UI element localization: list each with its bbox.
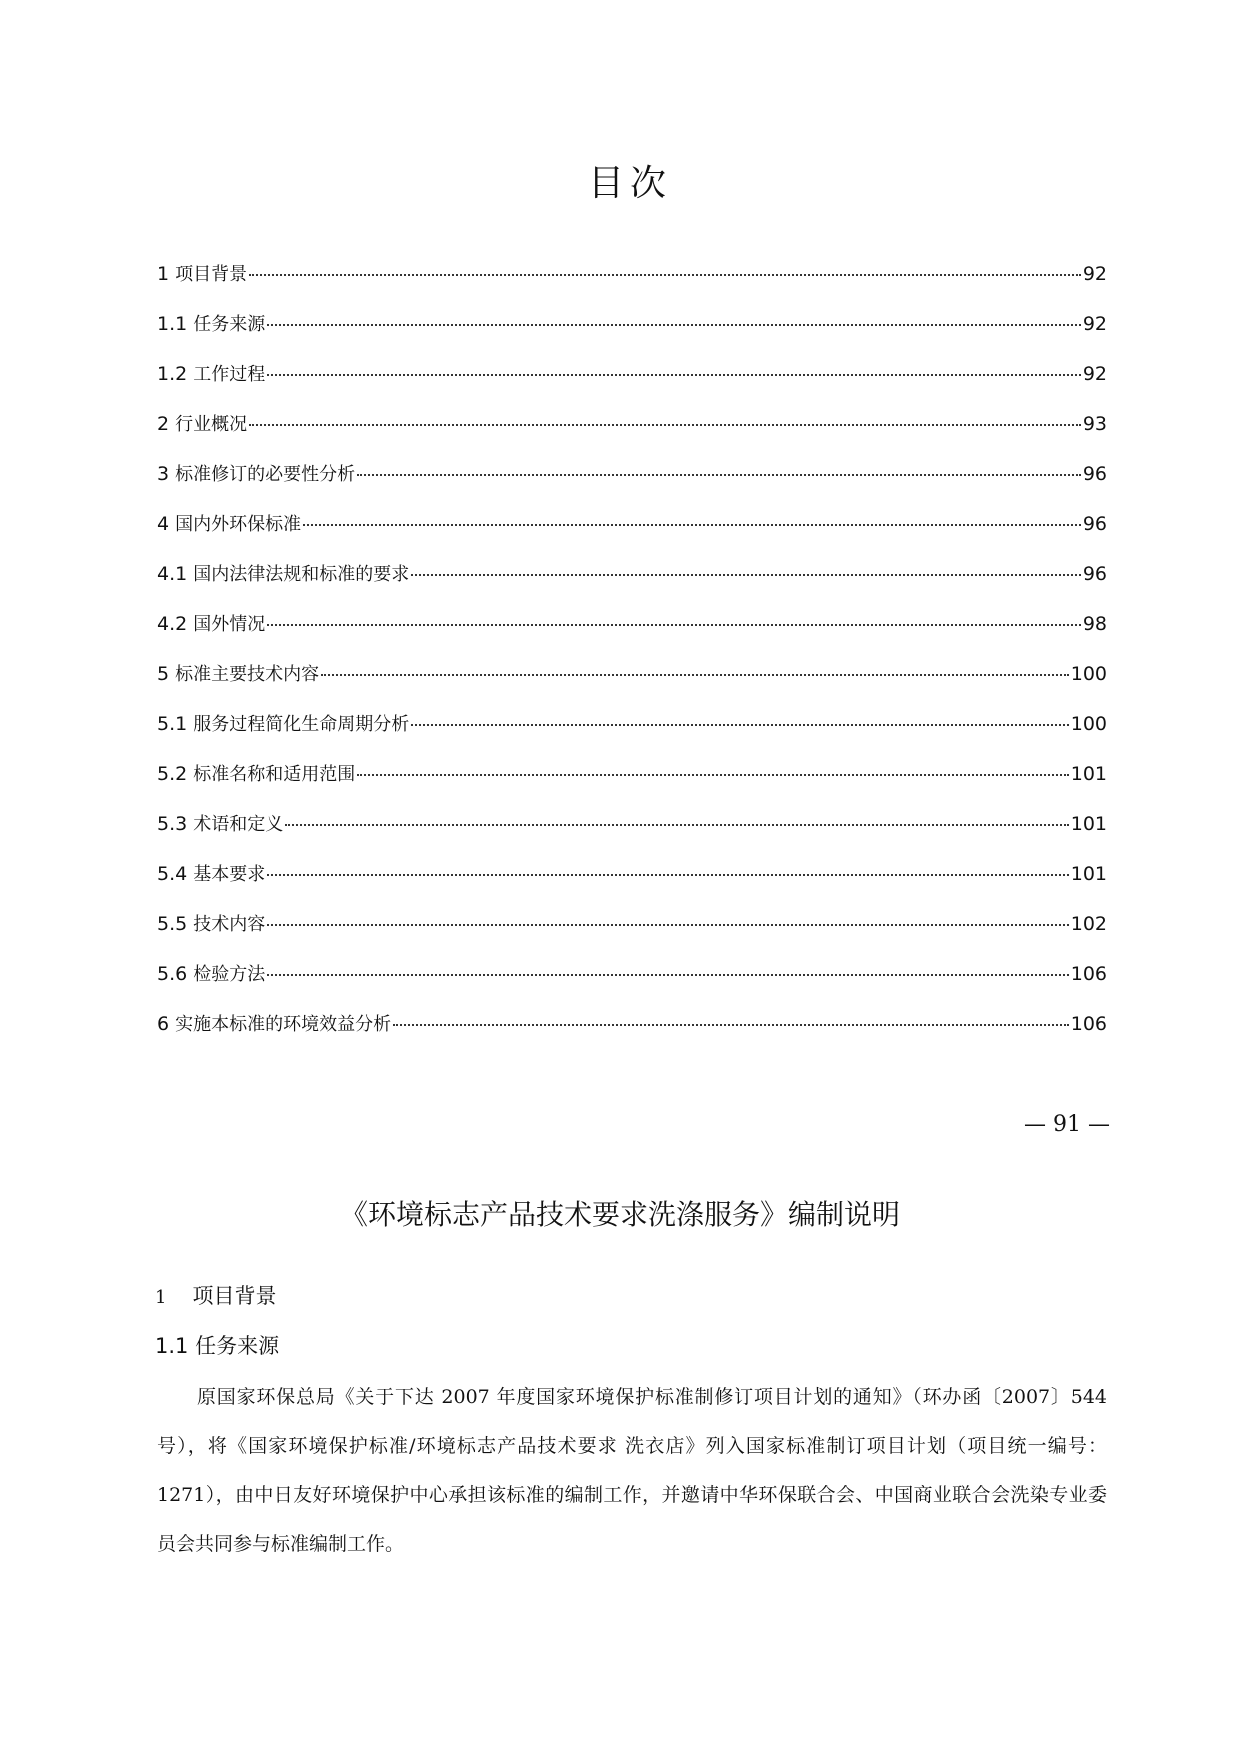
toc-entry-label: 国外情况 — [193, 614, 266, 635]
toc-entry[interactable] — [157, 810, 1107, 840]
toc-entry-label: 技术内容 — [193, 914, 266, 935]
toc-entry-page: 93 — [1082, 413, 1107, 435]
toc-entry-label: 工作过程 — [193, 364, 266, 385]
page-number: — 91 — — [1024, 1112, 1110, 1137]
toc-entry-label: 基本要求 — [193, 864, 266, 885]
toc-entry-page: 92 — [1082, 263, 1107, 285]
toc-leader-dots — [285, 824, 1069, 826]
toc-entry[interactable] — [157, 560, 1107, 590]
toc-leader-dots — [303, 524, 1081, 526]
toc-leader-dots — [267, 324, 1081, 326]
toc-entry-page: 106 — [1070, 1013, 1107, 1035]
toc-leader-dots — [249, 424, 1081, 426]
toc-entry[interactable] — [157, 610, 1107, 640]
toc-entry-page: 96 — [1082, 463, 1107, 485]
toc-entry-label: 标准名称和适用范围 — [193, 764, 356, 785]
toc-entry[interactable] — [157, 460, 1107, 490]
toc-entry-number: 1.1 — [157, 313, 188, 335]
toc-entry-label: 标准修订的必要性分析 — [175, 464, 356, 485]
toc-entry-label: 任务来源 — [193, 314, 266, 335]
toc-leader-dots — [321, 674, 1069, 676]
toc-entry-page: 101 — [1070, 863, 1107, 885]
toc-leader-dots — [249, 274, 1081, 276]
toc-entry[interactable] — [157, 760, 1107, 790]
toc-entry-label: 项目背景 — [175, 264, 248, 285]
toc-entry[interactable] — [157, 310, 1107, 340]
toc-leader-dots — [411, 574, 1081, 576]
toc-entry-number: 4.1 — [157, 563, 188, 585]
toc-entry-number: 5.6 — [157, 963, 188, 985]
toc-entry-number: 5.4 — [157, 863, 188, 885]
section-number: 1 — [155, 1287, 167, 1308]
toc-entry-label: 国内法律法规和标准的要求 — [193, 564, 410, 585]
toc-leader-dots — [267, 974, 1069, 976]
toc-entry[interactable] — [157, 660, 1107, 690]
toc-entry[interactable] — [157, 410, 1107, 440]
toc-entry-page: 96 — [1082, 513, 1107, 535]
section-heading-1 — [155, 1280, 276, 1310]
toc-leader-dots — [357, 774, 1069, 776]
toc-entry-label: 检验方法 — [193, 964, 266, 985]
toc-entry[interactable] — [157, 910, 1107, 940]
toc-entry-label: 行业概况 — [175, 414, 248, 435]
toc-leader-dots — [267, 874, 1069, 876]
toc-entry-number: 5.2 — [157, 763, 188, 785]
toc-entry-page: 100 — [1070, 713, 1107, 735]
toc-entry-number: 5.3 — [157, 813, 188, 835]
toc-entry-page: 101 — [1070, 813, 1107, 835]
toc-entry-label: 标准主要技术内容 — [175, 664, 320, 685]
body-paragraph: 原国家环保总局《关于下达 2007 年度国家环境保护标准制修订项目计划的通知》（环办函〔2007〕544 号），将《国家环境保护标准/环境标志产品技术要求 洗衣店》列入国家标准制订项目计划（项目统一编号：1271），由中日友好环境保护中心承担该标准的编制工作，并邀请中华环保联合会、中国商业联合会洗染专业委员会共同参与标准编制工作。 — [157, 1386, 1107, 1555]
toc-entry-number: 1.2 — [157, 363, 188, 385]
toc-leader-dots — [267, 624, 1081, 626]
toc-entry-page: 102 — [1070, 913, 1107, 935]
toc-entry-label: 服务过程简化生命周期分析 — [193, 714, 410, 735]
toc-entry[interactable] — [157, 860, 1107, 890]
toc-entry-number: 5.1 — [157, 713, 188, 735]
toc-entry-number: 5.5 — [157, 913, 188, 935]
section-label: 项目背景 — [192, 1284, 277, 1308]
toc-entry-page: 92 — [1082, 313, 1107, 335]
toc-entry[interactable] — [157, 260, 1107, 290]
toc-entry-page: 100 — [1070, 663, 1107, 685]
toc-leader-dots — [267, 924, 1069, 926]
section-heading-1-1: 1.1 任务来源 — [155, 1334, 280, 1358]
toc-entry-number: 5 — [157, 663, 170, 685]
toc-entry-number: 4 — [157, 513, 170, 535]
toc-entry-label: 实施本标准的环境效益分析 — [175, 1014, 392, 1035]
toc-entry[interactable] — [157, 710, 1107, 740]
toc-entry-label: 国内外环保标准 — [175, 514, 302, 535]
toc-entry-number: 3 — [157, 463, 170, 485]
toc-entry[interactable] — [157, 960, 1107, 990]
toc-entry-number: 2 — [157, 413, 170, 435]
document-title: 《环境标志产品技术要求洗涤服务》编制说明 — [339, 1198, 900, 1231]
toc-entry[interactable] — [157, 1010, 1107, 1040]
toc-title: 目次 — [587, 163, 672, 204]
toc-entry-page: 106 — [1070, 963, 1107, 985]
toc-leader-dots — [411, 724, 1069, 726]
toc-entry-number: 1 — [157, 263, 170, 285]
toc-entry[interactable] — [157, 360, 1107, 390]
toc-entry-number: 4.2 — [157, 613, 188, 635]
toc-entry-page: 98 — [1082, 613, 1107, 635]
toc-entry-page: 101 — [1070, 763, 1107, 785]
toc-leader-dots — [357, 474, 1081, 476]
toc-entry-page: 92 — [1082, 363, 1107, 385]
toc-entry-page: 96 — [1082, 563, 1107, 585]
toc-entry[interactable] — [157, 510, 1107, 540]
toc-entry-number: 6 — [157, 1013, 170, 1035]
toc-leader-dots — [393, 1024, 1069, 1026]
toc-entry-label: 术语和定义 — [193, 814, 284, 835]
toc-leader-dots — [267, 374, 1081, 376]
